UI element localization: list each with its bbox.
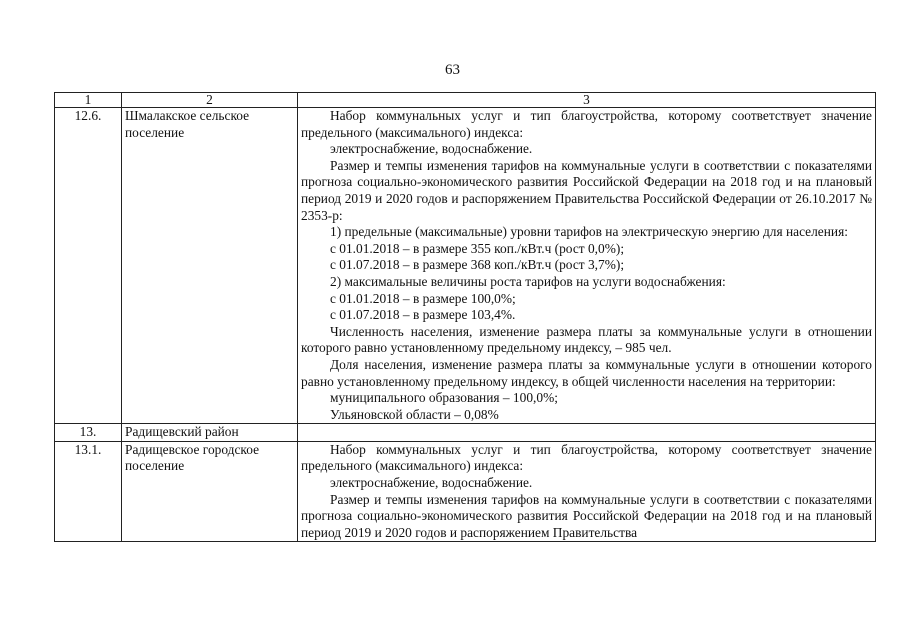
description-paragraph: Набор коммунальных услуг и тип благоустройства, которому соответствует значение предельного (максимального) индекса: — [301, 108, 872, 140]
description-paragraph: с 01.01.2018 – в размере 355 коп./кВт.ч (рост 0,0%); — [330, 240, 625, 256]
description-paragraph: муниципального образования – 100,0%; — [330, 390, 558, 406]
table-row — [55, 424, 876, 442]
description-cell — [298, 441, 876, 542]
table-row — [55, 108, 876, 424]
row-number-cell: 12.6. — [55, 108, 122, 424]
description-paragraph: 2) максимальные величины роста тарифов на услуги водоснабжения: — [330, 273, 726, 289]
description-paragraph: с 01.01.2018 – в размере 100,0%; — [330, 290, 516, 306]
table-header-row — [55, 93, 876, 108]
page-number: 63 — [445, 62, 460, 78]
municipality-name-cell: Радищевский район — [122, 424, 298, 442]
description-cell — [298, 424, 876, 442]
description-paragraph: с 01.07.2018 – в размере 368 коп./кВт.ч (рост 3,7%); — [330, 257, 625, 273]
description-cell — [298, 108, 876, 424]
description-paragraph: Размер и темпы изменения тарифов на коммунальные услуги в соответствии с показателями прогноза социально-экономического развития Российской Федерации на 2018 год и на плановый период 2019 и 2020 годов и распоряжением Правительства — [301, 491, 872, 540]
description-paragraph: электроснабжение, водоснабжение. — [330, 141, 533, 157]
description-paragraph: Доля населения, изменение размера платы за коммунальные услуги в отношении которого равно установленному предельному индексу, в общей численности населения на территории: — [301, 356, 872, 389]
row-number-cell: 13. — [55, 424, 122, 442]
header-cell-1: 1 — [55, 93, 122, 108]
description-paragraph: с 01.07.2018 – в размере 103,4%. — [330, 307, 516, 323]
row-number-cell: 13.1. — [55, 441, 122, 542]
description-paragraph: Ульяновской области – 0,08% — [330, 406, 499, 422]
description-paragraph: Численность населения, изменение размера платы за коммунальные услуги в отношении которого равно установленному предельному индексу, – 985 чел. — [301, 323, 872, 356]
description-paragraph: Набор коммунальных услуг и тип благоустройства, которому соответствует значение предельного (максимального) индекса: — [301, 441, 872, 474]
description-paragraph: 1) предельные (максимальные) уровни тарифов на электрическую энергию для населения: — [330, 224, 848, 240]
tariff-table — [54, 92, 876, 542]
description-paragraph: Размер и темпы изменения тарифов на коммунальные услуги в соответствии с показателями прогноза социально-экономического развития Российской Федерации на 2018 год и на плановый период 2019 и 2020 годов и распоряжением Правительства Российской Федерации от 26.10.2017 № 2353-р: — [301, 157, 872, 223]
municipality-name-cell: Радищевское городское поселение — [122, 441, 298, 542]
description-paragraph: электроснабжение, водоснабжение. — [330, 475, 533, 491]
header-cell-2: 2 — [122, 93, 298, 108]
municipality-name-cell: Шмалакское сельское поселение — [122, 108, 298, 424]
table-row — [55, 441, 876, 542]
header-cell-3: 3 — [298, 93, 876, 108]
